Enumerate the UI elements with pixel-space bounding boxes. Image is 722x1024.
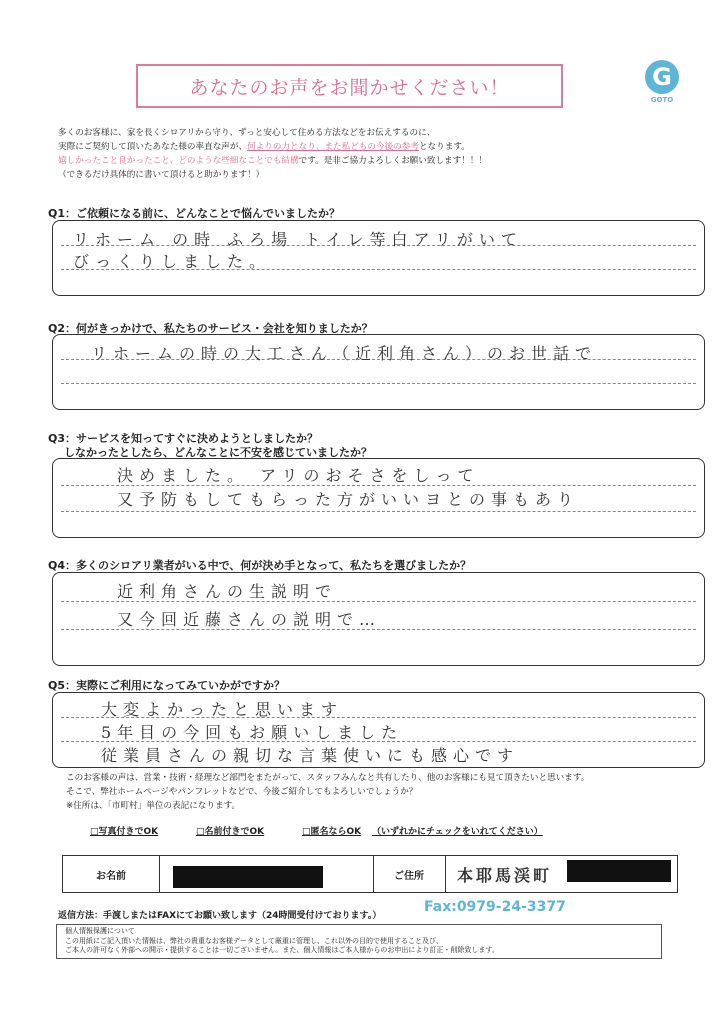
answer-box-5[interactable] [52,692,705,768]
fax-number: Fax:0979-24-3377 [424,899,566,915]
question-2-label: Q2：何がきっかけで、私たちのサービス・会社を知りましたか？ [48,322,373,335]
answer-1-line-2: びっくりしました。 [73,252,272,271]
intro-line-3b: です。是非ご協力よろしくお願い致します！！！ [298,156,488,166]
consent-instruction: （いずれかにチェックをいれてください） [372,827,543,837]
intro-line-1: 多くのお客様に、家を長くシロアリから守り、ずっと安心して住める方法などをお伝えするのに、 [58,128,436,138]
address-field[interactable] [445,856,677,892]
privacy-line-2: ご本人の許可なく外部への開示・提供することは一切ございません。また、個人情報はご本人様からのお申出により訂正・削除致します。 [65,946,499,954]
consent-name-checkbox[interactable]: □名前付きでOK [196,827,265,837]
privacy-title: 個人情報保護について [65,927,135,935]
answer-5-line-2: 5年目の今回もお願いしました [101,723,404,742]
answer-5-line-1: 大変よかったと思います [101,700,344,719]
question-4-label: Q4：多くのシロアリ業者がいる中で、何が決め手となって、私たちを選びましたか？ [48,559,472,572]
answer-4-line-1: 近利角さんの生説明で [117,582,338,601]
logo-text: GOTO [650,96,674,104]
redaction-bar [173,866,323,888]
answer-box-4[interactable] [52,572,705,666]
answer-box-2[interactable] [52,334,705,410]
intro-line-3 [58,154,487,168]
survey-title: あなたのお声をお聞かせください！ [136,64,563,108]
customer-info-table [62,855,678,893]
privacy-line-1: この用紙にご記入頂いた情報は、弊社の貴重なお客様データとして厳重に管理し、これ以外の目的で使用すること及び、 [65,936,443,945]
answer-1-line-1: リホーム の時 ふろ場 トイレ等白アリがいて [73,230,523,249]
answer-2-line-1: リホームの時の大工さん（近利角さん）のお世話で [91,344,598,363]
usage-note-2: そこで、弊社ホームページやパンフレットなどで、今後ご紹介してもよろしいでしょうか？ [66,787,418,797]
answer-box-3[interactable] [52,458,705,538]
send-method: 返信方法：手渡しまたはFAXにてお願い致します（24時間受付けております。） [58,911,382,921]
privacy-notice [56,924,662,959]
answer-3-line-2: 又予防もしてもらった方がいいヨとの事もあり [117,490,580,509]
address-redaction-bar [567,860,671,882]
question-3-sublabel: しなかったとしたら、どんなことに不安を感じていましたか？ [64,446,372,459]
consent-photo-checkbox[interactable]: □写真付きでOK [90,827,159,837]
name-field[interactable] [159,856,374,892]
intro-line-2c: となります。 [418,142,470,152]
answer-box-1[interactable] [52,220,705,296]
answer-4-line-2: 又今回近藤さんの説明で… [117,610,382,629]
usage-note-1: このお客様の声は、営業・技術・経理など部門をまたがって、スタッフみんなと共有したり、他のお客様にも見て頂きたいと思います。 [66,773,590,783]
answer-3-line-1: 決めました。 アリのおそさをしって [117,466,480,485]
intro-line-2b: 何よりの力となり、また私どもの今後の参考 [247,142,419,152]
name-label: お名前 [63,856,160,892]
consent-anonymous-checkbox[interactable]: □匿名ならOK [302,827,362,837]
intro-line-3a: 嬉しかったこと良かったこと、どのような些細なことでも結構 [58,156,299,166]
question-1-label: Q1：ご依頼になる前に、どんなことで悩んでいましたか？ [48,207,341,220]
intro-line-4: （できるだけ具体的に書いて頂けると助かります！） [58,170,265,180]
intro-line-2 [58,140,470,154]
address-label: ご住所 [373,856,446,892]
answer-5-line-3: 従業員さんの親切な言葉使いにも感心です [101,746,520,765]
intro-line-2a: 実際にご契約して頂いたあなた様の率直な声が、 [58,142,248,152]
question-5-label: Q5：実際にご利用になってみていかがですか？ [48,679,286,692]
logo-mark-icon: G [645,60,679,94]
address-value: 本耶馬渓町 [457,865,553,885]
question-3-label: Q3：サービスを知ってすぐに決めようとしましたか？ [48,432,319,445]
usage-note-3: ※住所は、「市町村」単位の表記になります。 [66,801,241,811]
goto-logo [640,60,684,110]
